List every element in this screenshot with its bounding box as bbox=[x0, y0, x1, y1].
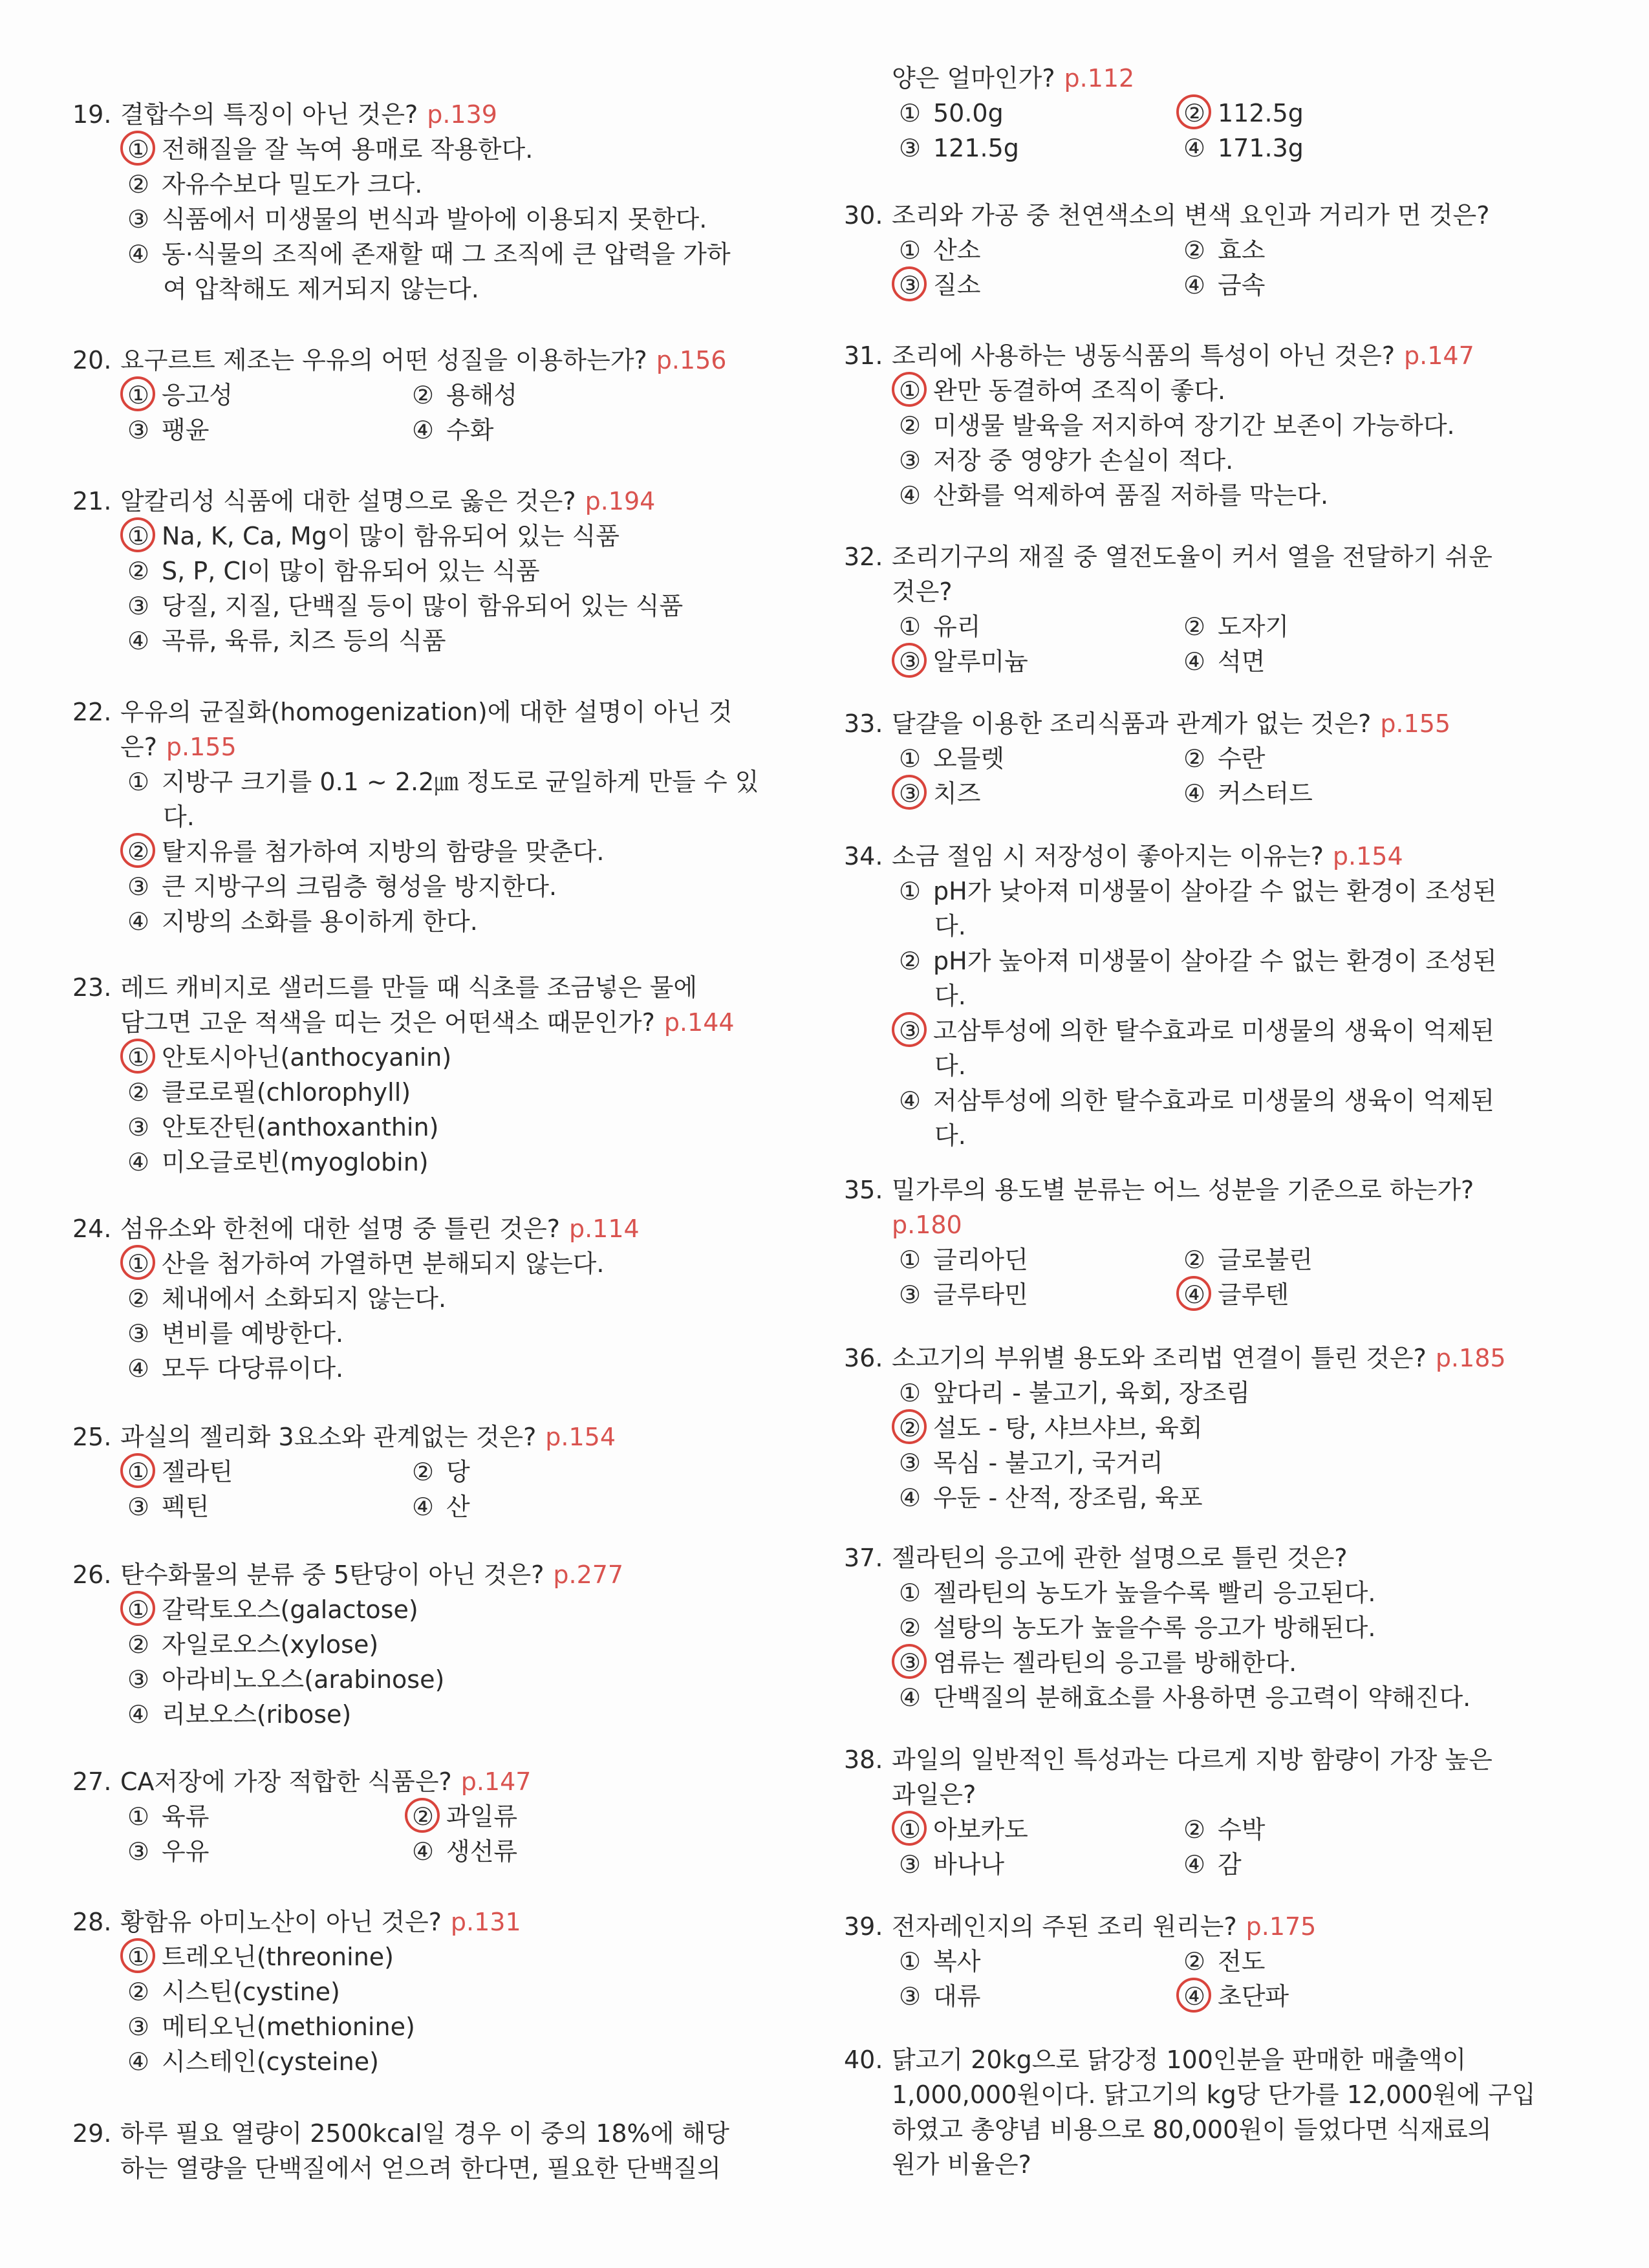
option-3-continued: 다. bbox=[934, 1052, 966, 1080]
option-3[interactable]: ③ 저장 중 영양가 손실이 적다. bbox=[898, 446, 1234, 475]
option-2-continued: 다. bbox=[934, 982, 966, 1010]
question-number: 38. bbox=[844, 1745, 883, 1774]
page-reference: p.147 bbox=[460, 1767, 532, 1796]
option-3[interactable]: ③ 질소 bbox=[896, 268, 980, 303]
answer-circle: ③ bbox=[896, 776, 924, 811]
question-32 bbox=[844, 539, 1575, 679]
option-4[interactable]: ④ 지방의 소화를 용이하게 한다. bbox=[127, 907, 478, 936]
left-column bbox=[72, 0, 803, 2268]
option-3[interactable]: ③ 팽윤 bbox=[127, 416, 210, 444]
option-2[interactable]: ② 자유수보다 밀도가 크다. bbox=[127, 170, 423, 199]
question-number: 36. bbox=[844, 1344, 883, 1372]
option-4-continued: 여 압착해도 제거되지 않는다. bbox=[163, 275, 479, 303]
answer-circle: ① bbox=[896, 373, 924, 408]
option-1[interactable]: ① 전해질을 잘 녹여 용매로 작용한다. bbox=[124, 132, 533, 167]
option-4[interactable]: ④ 금속 bbox=[1183, 271, 1266, 299]
option-1[interactable]: ① 복사 bbox=[898, 1947, 981, 1976]
page-reference: p.175 bbox=[1245, 1912, 1317, 1941]
page-reference: p.131 bbox=[450, 1908, 521, 1936]
option-3[interactable]: ③ 치즈 bbox=[896, 776, 980, 811]
option-4-continued: 다. bbox=[934, 1121, 966, 1150]
answer-circle: ③ bbox=[896, 268, 924, 303]
question-text: 레드 캐비지로 샐러드를 만들 때 식초를 조금넣은 물에 bbox=[120, 973, 698, 1002]
option-2[interactable]: ② 클로로필(chlorophyll) bbox=[127, 1078, 411, 1107]
question-30 bbox=[844, 198, 1575, 303]
option-1[interactable]: ① 글리아딘 bbox=[898, 1246, 1028, 1274]
page-reference: p.112 bbox=[1064, 64, 1135, 92]
page-reference: p.277 bbox=[553, 1561, 624, 1589]
option-2[interactable]: ② 용해성 bbox=[411, 381, 518, 409]
question-number: 24. bbox=[72, 1215, 112, 1243]
option-4[interactable]: ④ 곡류, 육류, 치즈 등의 식품 bbox=[127, 627, 446, 655]
page-reference: p.139 bbox=[427, 100, 497, 129]
question-25 bbox=[72, 1420, 803, 1524]
answer-circle: ③ bbox=[896, 1013, 924, 1048]
option-1[interactable]: ① 안토시아닌(anthocyanin) bbox=[124, 1040, 451, 1075]
option-1[interactable]: ① 산소 bbox=[898, 236, 981, 265]
question-40 bbox=[844, 2042, 1575, 2182]
page-reference: p.155 bbox=[166, 733, 237, 761]
option-4[interactable]: ④ 171.3g bbox=[1183, 134, 1304, 162]
question-text-continued: 하였고 총양념 비용으로 80,000원이 들었다면 식재료의 bbox=[892, 2115, 1492, 2144]
question-number: 28. bbox=[72, 1908, 112, 1936]
option-2[interactable]: ② 과일류 bbox=[409, 1799, 517, 1834]
question-number: 40. bbox=[844, 2046, 883, 2074]
question-number: 32. bbox=[844, 543, 883, 571]
question-number: 29. bbox=[72, 2119, 112, 2148]
option-3[interactable]: ③ 안토잔틴(anthoxanthin) bbox=[127, 1113, 439, 1141]
option-2[interactable]: ② 설도 - 탕, 샤브샤브, 육회 bbox=[896, 1410, 1203, 1445]
option-4[interactable]: ④ 감 bbox=[1183, 1850, 1242, 1879]
question-26 bbox=[72, 1557, 803, 1732]
page-reference: p.156 bbox=[656, 346, 727, 374]
answer-circle: ② bbox=[896, 1410, 924, 1445]
question-text: 알칼리성 식품에 대한 설명으로 옳은 것은? bbox=[120, 487, 576, 515]
option-1[interactable]: ① 육류 bbox=[127, 1802, 210, 1831]
option-4[interactable]: ④ 산화를 억제하여 품질 저하를 막는다. bbox=[898, 481, 1329, 510]
question-number: 33. bbox=[844, 709, 883, 738]
option-4[interactable]: ④ 동·식물의 조직에 존재할 때 그 조직에 큰 압력을 가하 bbox=[127, 240, 731, 268]
question-number: 39. bbox=[844, 1912, 883, 1941]
question-number: 31. bbox=[844, 341, 883, 370]
question-text: 탄수화물의 분류 중 5탄당이 아닌 것은? bbox=[120, 1561, 544, 1589]
question-number: 20. bbox=[72, 346, 112, 374]
question-39 bbox=[844, 1909, 1575, 2014]
option-4[interactable]: ④ 커스터드 bbox=[1183, 779, 1313, 808]
option-3[interactable]: ③ 목심 - 불고기, 국거리 bbox=[898, 1449, 1163, 1477]
option-1[interactable]: ① pH가 낮아져 미생물이 살아갈 수 없는 환경이 조성된 bbox=[898, 877, 1497, 905]
option-4[interactable]: ④ 리보오스(ribose) bbox=[127, 1700, 352, 1729]
page-reference: p.194 bbox=[585, 487, 656, 515]
question-29 bbox=[72, 2116, 803, 2186]
option-4[interactable]: ④ 석면 bbox=[1183, 647, 1266, 676]
page-reference: p.154 bbox=[1332, 842, 1403, 870]
option-3[interactable]: ③ 고삼투성에 의한 탈수효과로 미생물의 생육이 억제된 bbox=[896, 1013, 1494, 1048]
question-23 bbox=[72, 970, 803, 1180]
question-19 bbox=[72, 97, 803, 307]
question-number: 25. bbox=[72, 1423, 112, 1451]
question-text-continued: 1,000,000원이다. 닭고기의 kg당 단가를 12,000원에 구입 bbox=[892, 2080, 1536, 2109]
option-3[interactable]: ③ 펙틴 bbox=[127, 1493, 210, 1521]
question-number: 26. bbox=[72, 1561, 112, 1589]
answer-circle: ② bbox=[409, 1799, 437, 1834]
question-text: 소고기의 부위별 용도와 조리법 연결이 틀린 것은? bbox=[892, 1344, 1427, 1372]
option-2[interactable]: ② 설탕의 농도가 높을수록 응고가 방해된다. bbox=[898, 1614, 1376, 1642]
option-1[interactable]: ① 앞다리 - 불고기, 육회, 장조림 bbox=[898, 1379, 1250, 1407]
option-2[interactable]: ② 미생물 발육을 저지하여 장기간 보존이 가능하다. bbox=[898, 411, 1455, 440]
option-1-continued: 다. bbox=[934, 912, 966, 940]
option-2[interactable]: ② 글로불린 bbox=[1183, 1246, 1313, 1274]
question-37 bbox=[844, 1540, 1575, 1715]
option-1[interactable]: ① 갈락토오스(galactose) bbox=[124, 1592, 418, 1627]
option-2[interactable]: ② 탈지유를 첨가하여 지방의 함량을 맞춘다. bbox=[124, 834, 604, 869]
question-text-continued: 양은 얼마인가? bbox=[892, 64, 1055, 92]
option-2[interactable]: ② 당 bbox=[411, 1458, 470, 1486]
question-number: 21. bbox=[72, 487, 112, 515]
question-number: 34. bbox=[844, 842, 883, 870]
question-text: 소금 절임 시 저장성이 좋아지는 이유는? bbox=[892, 842, 1324, 870]
answer-circle: ① bbox=[124, 1040, 153, 1075]
question-text-continued: 은? bbox=[120, 733, 157, 761]
question-20 bbox=[72, 343, 803, 448]
option-3[interactable]: ③ 메티오닌(methionine) bbox=[127, 2013, 415, 2041]
option-3[interactable]: ③ 식품에서 미생물의 번식과 발아에 이용되지 못한다. bbox=[127, 205, 707, 233]
option-3[interactable]: ③ 알루미늄 bbox=[896, 644, 1028, 679]
option-1[interactable]: ① 오믈렛 bbox=[898, 744, 1005, 773]
right-column bbox=[844, 0, 1575, 2268]
question-text: 과일의 일반적인 특성과는 다르게 지방 함량이 가장 높은 bbox=[892, 1745, 1493, 1774]
question-number: 22. bbox=[72, 698, 112, 726]
option-3[interactable]: ③ 변비를 예방한다. bbox=[127, 1319, 344, 1348]
option-4[interactable]: ④ 우둔 - 산적, 장조림, 육포 bbox=[898, 1484, 1203, 1512]
option-3[interactable]: ③ 글루타민 bbox=[898, 1280, 1028, 1309]
option-4[interactable]: ④ 시스테인(cysteine) bbox=[127, 2047, 379, 2076]
page-reference: p.114 bbox=[568, 1215, 640, 1243]
page-reference: p.154 bbox=[545, 1423, 616, 1451]
option-3[interactable]: ③ 바나나 bbox=[898, 1850, 1005, 1879]
page-reference: p.185 bbox=[1435, 1344, 1506, 1372]
question-text: 섬유소와 한천에 대한 설명 중 틀린 것은? bbox=[120, 1215, 560, 1243]
answer-circle: ② bbox=[1180, 96, 1209, 131]
option-1[interactable]: ① 젤라틴 bbox=[124, 1454, 233, 1489]
option-3[interactable]: ③ 염류는 젤라틴의 응고를 방해한다. bbox=[896, 1645, 1297, 1680]
question-36 bbox=[844, 1341, 1575, 1515]
option-1[interactable]: ① Na, K, Ca, Mg이 많이 함유되어 있는 식품 bbox=[124, 519, 620, 554]
question-31 bbox=[844, 338, 1575, 513]
option-1[interactable]: ① 젤라틴의 농도가 높을수록 빨리 응고된다. bbox=[898, 1579, 1376, 1607]
question-number: 30. bbox=[844, 201, 883, 230]
question-text: 닭고기 20kg으로 닭강정 100인분을 판매한 매출액이 bbox=[892, 2046, 1467, 2074]
answer-circle: ④ bbox=[1180, 1979, 1209, 2014]
question-29-continued bbox=[844, 61, 1575, 166]
option-2[interactable]: ② pH가 높아져 미생물이 살아갈 수 없는 환경이 조성된 bbox=[898, 947, 1497, 975]
question-22 bbox=[72, 695, 803, 939]
option-2[interactable]: ② 수박 bbox=[1183, 1815, 1266, 1844]
option-1[interactable]: ① 완만 동결하여 조직이 좋다. bbox=[896, 373, 1225, 408]
option-4[interactable]: ④ 모두 다당류이다. bbox=[127, 1354, 344, 1383]
option-1[interactable]: ① 트레오닌(threonine) bbox=[124, 1939, 394, 1974]
question-text: 과실의 젤리화 3요소와 관계없는 것은? bbox=[120, 1423, 537, 1451]
question-27 bbox=[72, 1764, 803, 1869]
option-1[interactable]: ① 아보카도 bbox=[896, 1812, 1028, 1847]
option-4[interactable]: ④ 산 bbox=[411, 1493, 470, 1521]
option-3[interactable]: ③ 큰 지방구의 크림층 형성을 방지한다. bbox=[127, 872, 557, 901]
question-text: 요구르트 제조는 우유의 어떤 성질을 이용하는가? bbox=[120, 346, 647, 374]
answer-circle: ① bbox=[124, 378, 153, 413]
option-2[interactable]: ② 효소 bbox=[1183, 236, 1266, 265]
question-text: CA저장에 가장 적합한 식품은? bbox=[120, 1767, 452, 1796]
option-2[interactable]: ② 전도 bbox=[1183, 1947, 1266, 1976]
answer-circle: ② bbox=[124, 834, 153, 869]
question-21 bbox=[72, 484, 803, 658]
option-3[interactable]: ③ 당질, 지질, 단백질 등이 많이 함유되어 있는 식품 bbox=[127, 592, 684, 620]
answer-circle: ③ bbox=[896, 644, 924, 679]
answer-circle: ③ bbox=[896, 1645, 924, 1680]
option-4[interactable]: ④ 미오글로빈(myoglobin) bbox=[127, 1148, 429, 1176]
option-4[interactable]: ④ 글루텐 bbox=[1180, 1277, 1289, 1312]
question-number: 35. bbox=[844, 1176, 883, 1204]
option-2[interactable]: ② 자일로오스(xylose) bbox=[127, 1630, 379, 1659]
question-text: 조리에 사용하는 냉동식품의 특성이 아닌 것은? bbox=[892, 341, 1396, 370]
option-3[interactable]: ③ 121.5g bbox=[898, 134, 1019, 162]
answer-circle: ① bbox=[124, 519, 153, 554]
question-number: 19. bbox=[72, 100, 112, 129]
option-3[interactable]: ③ 대류 bbox=[898, 1982, 981, 2011]
question-38 bbox=[844, 1742, 1575, 1882]
question-33 bbox=[844, 706, 1575, 811]
option-1[interactable]: ① 50.0g bbox=[898, 99, 1004, 127]
answer-circle: ① bbox=[124, 1246, 153, 1281]
option-3[interactable]: ③ 아라비노오스(arabinose) bbox=[127, 1665, 445, 1694]
option-2[interactable]: ② 체내에서 소화되지 않는다. bbox=[127, 1284, 447, 1313]
option-1[interactable]: ① 산을 첨가하여 가열하면 분해되지 않는다. bbox=[124, 1246, 604, 1281]
question-35 bbox=[844, 1172, 1575, 1312]
option-4[interactable]: ④ 저삼투성에 의한 탈수효과로 미생물의 생육이 억제된 bbox=[898, 1086, 1494, 1115]
question-24 bbox=[72, 1211, 803, 1386]
page-reference: p.144 bbox=[663, 1008, 735, 1037]
answer-circle: ① bbox=[124, 1592, 153, 1627]
question-text: 젤라틴의 응고에 관한 설명으로 틀린 것은? bbox=[892, 1544, 1348, 1572]
option-2[interactable]: ② 도자기 bbox=[1183, 612, 1289, 641]
option-1[interactable]: ① 지방구 크기를 0.1 ~ 2.2㎛ 정도로 균일하게 만들 수 있 bbox=[127, 768, 759, 796]
question-text: 하루 필요 열량이 2500kcal일 경우 이 중의 18%에 해당 bbox=[120, 2119, 729, 2148]
option-4[interactable]: ④ 단백질의 분해효소를 사용하면 응고력이 약해진다. bbox=[898, 1683, 1471, 1712]
question-number: 23. bbox=[72, 973, 112, 1002]
answer-circle: ① bbox=[896, 1812, 924, 1847]
question-text-continued: 하는 열량을 단백질에서 얻으려 한다면, 필요한 단백질의 bbox=[120, 2154, 721, 2183]
question-34 bbox=[844, 839, 1575, 1153]
question-text: 우유의 균질화(homogenization)에 대한 설명이 아닌 것 bbox=[120, 698, 733, 726]
page-reference: p.147 bbox=[1404, 341, 1474, 370]
question-text-continued: 것은? bbox=[892, 578, 953, 606]
question-text: 달걀을 이용한 조리식품과 관계가 없는 것은? bbox=[892, 709, 1372, 738]
answer-circle: ① bbox=[124, 1939, 153, 1974]
option-2[interactable]: ② 수란 bbox=[1183, 744, 1266, 773]
option-2[interactable]: ② S, P, Cl이 많이 함유되어 있는 식품 bbox=[127, 557, 540, 585]
question-number: 27. bbox=[72, 1767, 112, 1796]
question-28 bbox=[72, 1905, 803, 2079]
question-text: 결합수의 특징이 아닌 것은? bbox=[120, 100, 418, 129]
option-3[interactable]: ③ 우유 bbox=[127, 1837, 210, 1866]
option-1-continued: 다. bbox=[163, 803, 195, 831]
question-text: 전자레인지의 주된 조리 원리는? bbox=[892, 1912, 1237, 1941]
page-reference: p.180 bbox=[892, 1211, 962, 1239]
question-text: 조리와 가공 중 천연색소의 변색 요인과 거리가 먼 것은? bbox=[892, 201, 1490, 230]
question-text: 황함유 아미노산이 아닌 것은? bbox=[120, 1908, 442, 1936]
option-1[interactable]: ① 유리 bbox=[898, 612, 981, 641]
answer-circle: ④ bbox=[1180, 1277, 1209, 1312]
question-text-continued: 과일은? bbox=[892, 1780, 976, 1809]
question-text-continued: 담그면 고운 적색을 띠는 것은 어떤색소 때문인가? bbox=[120, 1008, 655, 1037]
question-text: 조리기구의 재질 중 열전도율이 커서 열을 전달하기 쉬운 bbox=[892, 543, 1493, 571]
page-reference: p.155 bbox=[1380, 709, 1451, 738]
question-text-continued: 원가 비율은? bbox=[892, 2150, 1031, 2179]
option-1[interactable]: ① 응고성 bbox=[124, 378, 233, 413]
option-4[interactable]: ④ 수화 bbox=[411, 416, 494, 444]
question-text: 밀가루의 용도별 분류는 어느 성분을 기준으로 하는가? bbox=[892, 1176, 1474, 1204]
answer-circle: ① bbox=[124, 1454, 153, 1489]
option-4[interactable]: ④ 초단파 bbox=[1180, 1979, 1289, 2014]
option-2[interactable]: ② 시스틴(cystine) bbox=[127, 1978, 340, 2006]
option-4[interactable]: ④ 생선류 bbox=[411, 1837, 518, 1866]
answer-circle: ① bbox=[124, 132, 153, 167]
question-number: 37. bbox=[844, 1544, 883, 1572]
option-2[interactable]: ② 112.5g bbox=[1180, 96, 1304, 131]
